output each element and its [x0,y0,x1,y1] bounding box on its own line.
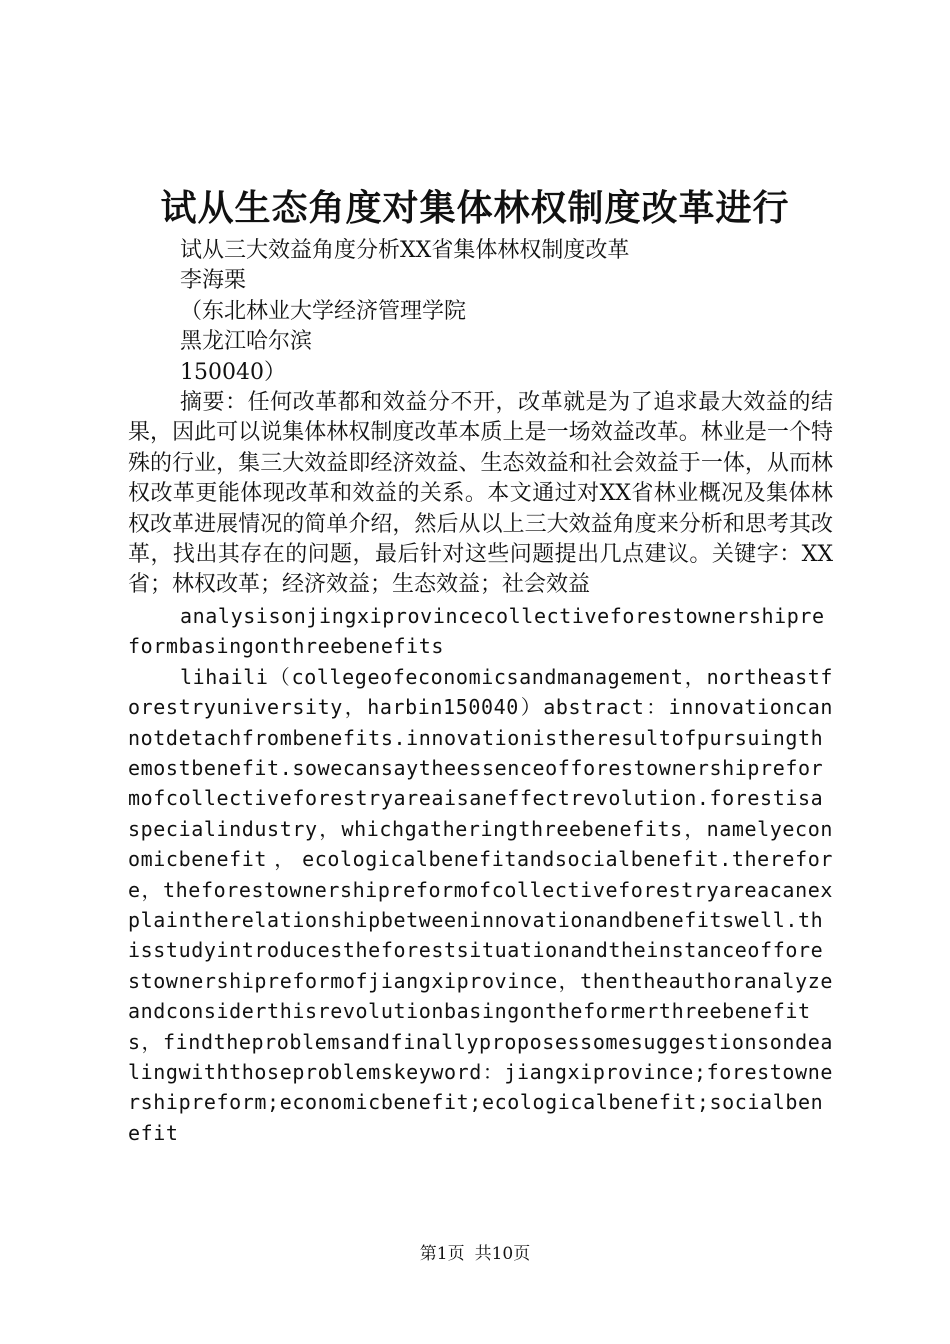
document-body [128,236,833,1148]
abstract-en: lihaili（collegeofeconomicsandmanagement，northeastforestryuniversity，harbin150040）abstract：innovationcannotdetachfrombenefits.innovationistheresultofpursuingthemostbenefit.sowecansaytheessenceofforestownershipreformofcollectiveforestryareaisaneffectrevolution.forestisaspecialindustry，whichgatheringthreebenefits，namelyeconomicbenefit，ecologicalbenefitandsocialbenefit.therefore，theforestownershipreformofcollectiveforestryareacanexplaintherelationshipbetweeninnovationandbenefitswell.thisstudyintroducestheforestsituationandtheinstanceofforestownershipreformofjiangxiprovince，thentheauthoranalyzeandconsiderthisrevolutionbasingontheformerthreebenefits，findtheproblemsandfinallyproposessomesuggestionsondealingwiththoseproblemskeyword：jiangxiprovince;forestownershipreform;economicbenefit;ecologicalbenefit;socialbenefit [128,664,833,1145]
page-footer [0,1242,950,1266]
location: 黑龙江哈尔滨 [180,329,313,355]
title-en: analysisonjingxiprovincecollectiveforestownershipreformbasingonthreebenefits [128,603,825,659]
author: 李海栗 [180,268,247,294]
subtitle: 试从三大效益角度分析XX省集体林权制度改革 [180,238,630,263]
affiliation: （东北林业大学经济管理学院 [180,298,467,324]
page-total: 共10页 [474,1244,531,1264]
page-number: 第1页 [419,1244,465,1264]
abstract-cn: 摘要：任何改革都和效益分不开，改革就是为了追求最大效益的结果，因此可以说集体林权制度改革本质上是一场效益改革。林业是一个特殊的行业，集三大效益即经济效益、生态效益和社会效益于一体，从而林权改革更能体现改革和效益的关系。本文通过对XX省林业概况及集体林权改革进展情况的简单介绍，然后从以上三大效益角度来分析和思考其改革，找出其存在的问题，最后针对这些问题提出几点建议。关键字：XX省；林权改革；经济效益；生态效益；社会效益 [128,390,833,598]
page-title: 试从生态角度对集体林权制度改革进行 [160,187,790,229]
postcode: 150040） [180,359,286,385]
